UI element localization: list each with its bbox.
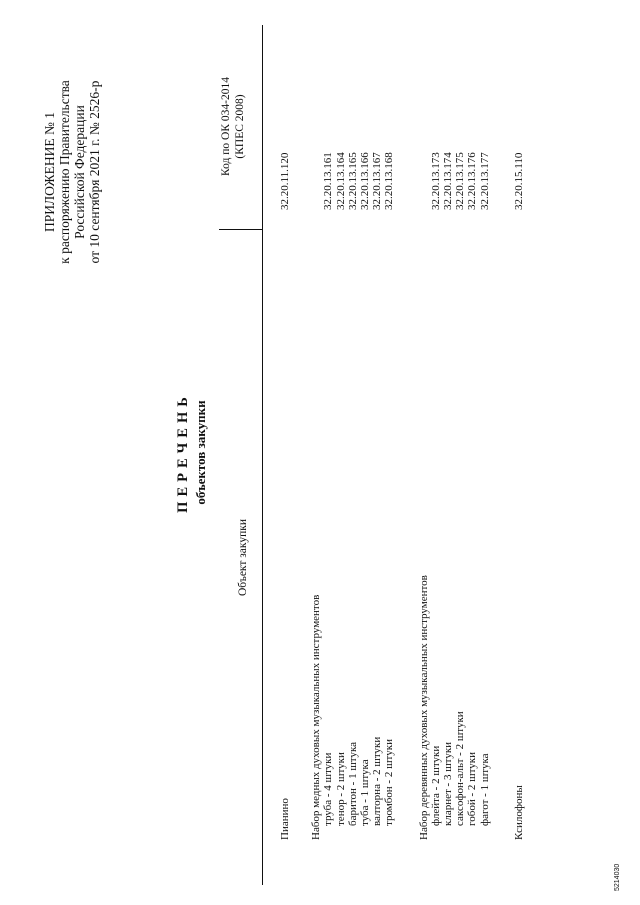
row-code: 32.20.13.164 [334, 152, 347, 210]
row-code: 32.20.13.174 [442, 152, 455, 210]
row-code: 32.20.13.161 [322, 152, 335, 210]
row-item: флейта - 2 штуки [429, 745, 442, 826]
appendix-line: от 10 сентября 2021 г. № 2526-р [87, 80, 102, 264]
appendix-line: к распоряжению Правительства [57, 80, 72, 264]
table-row [279, 25, 291, 885]
row-item: кларнет - 3 штуки [442, 741, 455, 826]
row-item: саксофон-альт - 2 штуки [454, 711, 467, 826]
row-item: фагот - 1 штука [478, 753, 491, 826]
appendix-line: ПРИЛОЖЕНИЕ № 1 [42, 111, 57, 233]
row-name: Ксилофоны [512, 785, 525, 840]
row-code: 32.20.13.166 [359, 152, 371, 210]
document-number: 5214030 [614, 863, 621, 891]
header-code [219, 24, 262, 230]
row-name: Набор медных духовых музыкальных инструментов [310, 594, 323, 840]
row-code: 32.20.13.176 [466, 152, 479, 210]
row-code: 32.20.15.110 [512, 152, 525, 210]
table-row [418, 25, 491, 885]
procurement-table [215, 25, 525, 885]
row-code: 32.20.13.165 [346, 152, 359, 210]
row-code: 32.20.13.175 [454, 152, 467, 210]
row-code: 32.20.13.177 [478, 152, 491, 210]
row-item: туба - 1 штука [359, 759, 372, 826]
table-row [310, 25, 395, 885]
row-code: 32.20.13.173 [429, 152, 442, 210]
row-item: валторна - 2 штуки [371, 736, 384, 826]
document-subtitle: объектов закупки [193, 400, 208, 505]
header-code-line: (КПЕС 2008) [234, 94, 246, 159]
row-item: труба - 4 штуки [322, 752, 335, 826]
table-header [215, 25, 263, 885]
row-name: Пианино [279, 798, 291, 840]
table-row [513, 25, 525, 885]
row-code: 32.20.13.168 [383, 152, 396, 210]
row-name: Набор деревянных духовых музыкальных инструментов [417, 575, 430, 840]
row-item: гобой - 2 штуки [466, 752, 479, 826]
appendix-block [42, 42, 102, 302]
row-code: 32.20.13.167 [371, 152, 384, 210]
appendix-line: Российской Федерации [72, 105, 87, 239]
row-item: тенор - 2 штуки [334, 752, 347, 826]
header-object: Объект закупки [237, 519, 249, 596]
row-code: 32.20.11.120 [279, 152, 291, 210]
document-title: ПЕРЕЧЕНЬ [175, 392, 191, 513]
row-item: тромбон - 2 штуки [383, 739, 396, 826]
row-item: баритон - 1 штука [346, 741, 359, 826]
header-code-line: Код по ОК 034-2014 [220, 77, 232, 176]
